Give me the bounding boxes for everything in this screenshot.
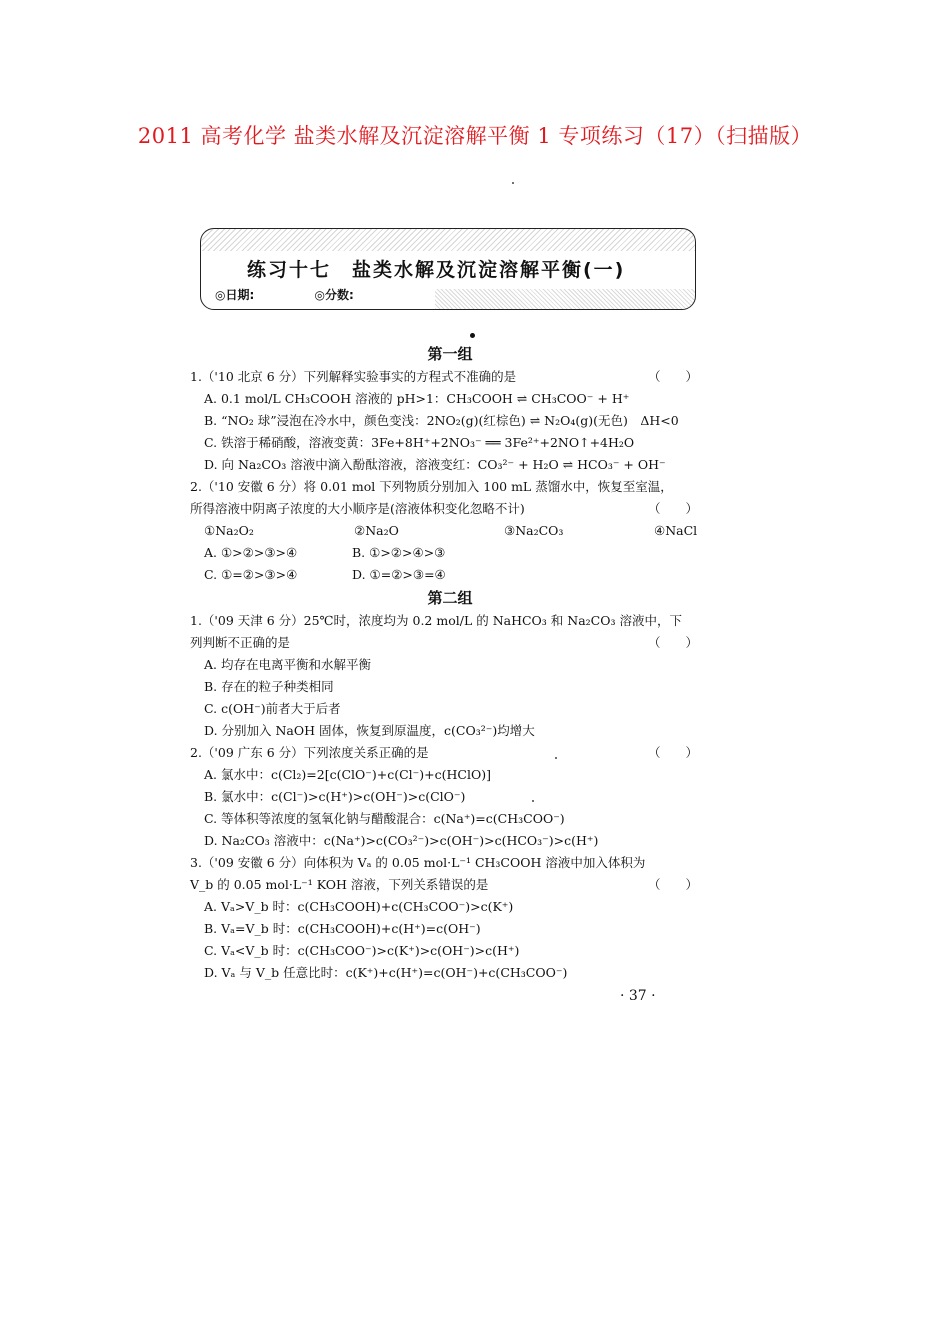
answer-option [190,432,710,454]
line-text: B. 氯水中：c(Cl⁻)>c(H⁺)>c(OH⁻)>c(ClO⁻) [204,789,466,804]
option-item: C. ①=②>③>④ [204,567,298,582]
answer-option [190,698,710,720]
line-text: 2.（'10 安徽 6 分）将 0.01 mol 下列物质分别加入 100 mL 蒸馏水中，恢复至室温， [190,479,673,494]
line-text: B. Vₐ=V_b 时：c(CH₃COOH)+c(H⁺)=c(OH⁻) [204,921,481,936]
line-text: A. Vₐ>V_b 时：c(CH₃COOH)+c(CH₃COO⁻)>c(K⁺) [204,899,514,914]
line-text: V_b 的 0.05 mol·L⁻¹ KOH 溶液，下列关系错误的是 [190,877,489,892]
line-text: C. 铁溶于稀硝酸，溶液变黄：3Fe+8H⁺+2NO₃⁻ ══ 3Fe²⁺+2NO↑+4H₂O [204,435,635,450]
answer-option [190,896,710,918]
line-text: A. 均存在电离平衡和水解平衡 [204,657,371,672]
group-title: 第一组 [427,345,473,363]
exercise-title: 练习十七 盐类水解及沉淀溶解平衡(一) [247,259,626,281]
line-text: D. Vₐ 与 V_b 任意比时：c(K⁺)+c(H⁺)=c(OH⁻)+c(CH₃COO⁻) [204,965,568,980]
question-text [190,742,710,764]
exercise-banner [200,228,696,310]
scan-speck [532,800,534,802]
answer-option [190,918,710,940]
ornament-dot [470,333,475,338]
line-text: C. c(OH⁻)前者大于后者 [204,701,341,716]
scan-speck [512,182,514,184]
line-text: C. Vₐ<V_b 时：c(CH₃COO⁻)>c(K⁺)>c(OH⁻)>c(H⁺) [204,943,520,958]
line-text: 2.（'09 广东 6 分）下列浓度关系正确的是 [190,745,429,760]
answer-option [190,654,710,676]
question-text [190,874,710,896]
option-item: D. ①=②>③=④ [352,567,446,582]
banner-texture [201,229,695,251]
exercise-content [190,342,710,984]
answer-blank: （ ） [647,501,698,516]
answer-option [190,454,710,476]
line-text: B. “NO₂ 球”浸泡在冷水中，颜色变浅：2NO₂(g)(红棕色) ⇌ N₂O₄(g)(无色) ΔH<0 [204,413,679,428]
scan-speck [555,757,557,759]
option-item: ②Na₂O [354,523,399,538]
answer-option [190,808,710,830]
line-text: C. 等体积等浓度的氢氧化钠与醋酸混合：c(Na⁺)=c(CH₃COO⁻) [204,811,565,826]
date-label: ◎日期: [215,288,255,302]
question-text [190,476,710,498]
option-item: ①Na₂O₂ [204,523,254,538]
answer-blank: （ ） [647,635,698,650]
line-text: A. 氯水中：c(Cl₂)=2[c(ClO⁻)+c(Cl⁻)+c(HClO)] [204,767,491,782]
document-title: 2011 高考化学 盐类水解及沉淀溶解平衡 1 专项练习（17）（扫描版） [137,124,813,148]
line-text: 1.（'10 北京 6 分）下列解释实验事实的方程式不准确的是 [190,369,517,384]
line-text: 列判断不正确的是 [190,635,291,650]
score-label: ◎分数: [314,288,354,302]
question-text [190,610,710,632]
page-number: · 37 · [620,988,656,1004]
question-text [190,366,710,388]
line-text: 3.（'09 安徽 6 分）向体积为 Vₐ 的 0.05 mol·L⁻¹ CH₃COOH 溶液中加入体积为 [190,855,646,870]
line-text: D. 分别加入 NaOH 固体，恢复到原温度，c(CO₃²⁻)均增大 [204,723,535,738]
line-text: D. Na₂CO₃ 溶液中：c(Na⁺)>c(CO₃²⁻)>c(OH⁻)>c(HCO₃⁻)>c(H⁺) [204,833,599,848]
line-text: D. 向 Na₂CO₃ 溶液中滴入酚酞溶液，溶液变红：CO₃²⁻ + H₂O ⇌ HCO₃⁻ + OH⁻ [204,457,666,472]
answer-option [190,676,710,698]
answer-blank: （ ） [647,877,698,892]
answer-option [190,764,710,786]
option-row [190,542,710,564]
banner-meta [215,286,410,303]
option-item: ③Na₂CO₃ [504,523,564,538]
question-text [190,498,710,520]
answer-blank: （ ） [647,745,698,760]
answer-blank: （ ） [647,369,698,384]
answer-option [190,830,710,852]
option-row [190,564,710,586]
option-item: A. ①>②>③>④ [204,545,298,560]
answer-option [190,388,710,410]
group-title: 第二组 [427,589,473,607]
answer-option [190,962,710,984]
line-text: A. 0.1 mol/L CH₃COOH 溶液的 pH>1：CH₃COOH ⇌ CH₃COO⁻ + H⁺ [204,391,630,406]
answer-option [190,786,710,808]
answer-option [190,410,710,432]
option-row [190,520,710,542]
answer-option [190,720,710,742]
question-text [190,632,710,654]
question-text [190,852,710,874]
line-text: B. 存在的粒子种类相同 [204,679,334,694]
option-item: ④NaCl [654,523,698,538]
line-text: 1.（'09 天津 6 分）25℃时，浓度均为 0.2 mol/L 的 NaHCO₃ 和 Na₂CO₃ 溶液中，下 [190,613,682,628]
answer-option [190,940,710,962]
banner-texture [435,289,695,309]
option-item: B. ①>②>④>③ [352,545,446,560]
line-text: 所得溶液中阴离子浓度的大小顺序是(溶液体积变化忽略不计) [190,501,525,516]
